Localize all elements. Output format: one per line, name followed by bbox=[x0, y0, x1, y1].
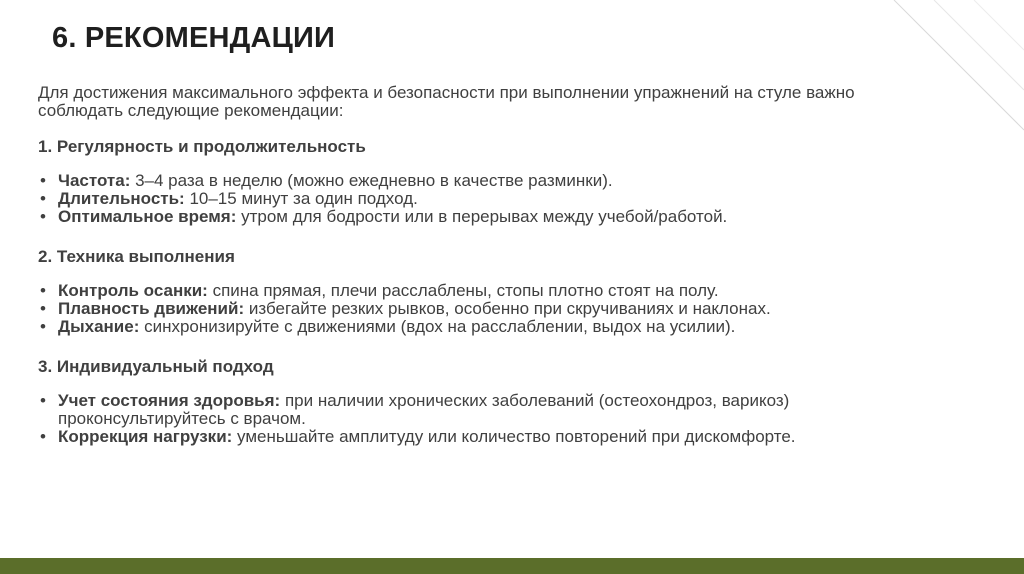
list-item bbox=[38, 428, 938, 446]
bullet-icon: • bbox=[40, 189, 46, 208]
item-term: Дыхание: bbox=[58, 317, 140, 336]
item-term: Плавность движений: bbox=[58, 299, 245, 318]
technique-list bbox=[38, 282, 938, 336]
item-term: Частота: bbox=[58, 171, 131, 190]
slide-title: 6. РЕКОМЕНДАЦИИ bbox=[52, 22, 336, 54]
list-item bbox=[38, 300, 938, 318]
item-term: Длительность: bbox=[58, 189, 185, 208]
item-text: спина прямая, плечи расслаблены, стопы плотно стоят на полу. bbox=[207, 281, 719, 300]
footer-accent-bar bbox=[0, 558, 1024, 574]
section-heading-regularity: 1. Регулярность и продолжительность bbox=[38, 137, 366, 156]
list-item bbox=[38, 318, 938, 336]
item-text: при наличии хронических заболеваний (остеохондроз, варикоз) проконсультируйтесь с врачом. bbox=[58, 391, 790, 428]
item-text: уменьшайте амплитуду или количество повторений при дискомфорте. bbox=[232, 427, 796, 446]
list-item bbox=[38, 190, 938, 208]
bullet-icon: • bbox=[40, 427, 46, 446]
list-item bbox=[38, 282, 938, 300]
bullet-icon: • bbox=[40, 391, 46, 410]
item-text: синхронизируйте с движениями (вдох на расслаблении, выдох на усилии). bbox=[139, 317, 736, 336]
item-text: 3–4 раза в неделю (можно ежедневно в качестве разминки). bbox=[130, 171, 613, 190]
item-text: 10–15 минут за один подход. bbox=[184, 189, 418, 208]
item-text: избегайте резких рывков, особенно при скручиваниях и наклонах. bbox=[244, 299, 771, 318]
bullet-icon: • bbox=[40, 207, 46, 226]
intro-text: Для достижения максимального эффекта и безопасности при выполнении упражнений на стуле важно соблюдать следующие рекомендации: bbox=[38, 83, 855, 120]
bullet-icon: • bbox=[40, 299, 46, 318]
list-item bbox=[38, 208, 938, 226]
bullet-icon: • bbox=[40, 171, 46, 190]
regularity-list bbox=[38, 172, 938, 226]
section-heading-individual: 3. Индивидуальный подход bbox=[38, 357, 274, 376]
item-term: Оптимальное время: bbox=[58, 207, 237, 226]
item-term: Коррекция нагрузки: bbox=[58, 427, 233, 446]
item-term: Учет состояния здоровья: bbox=[58, 391, 281, 410]
individual-list bbox=[38, 392, 938, 446]
bullet-icon: • bbox=[40, 281, 46, 300]
slide-content bbox=[38, 84, 938, 446]
list-item bbox=[38, 392, 938, 428]
item-term: Контроль осанки: bbox=[58, 281, 208, 300]
bullet-icon: • bbox=[40, 317, 46, 336]
list-item bbox=[38, 172, 938, 190]
section-heading-technique: 2. Техника выполнения bbox=[38, 247, 235, 266]
item-text: утром для бодрости или в перерывах между учебой/работой. bbox=[236, 207, 728, 226]
